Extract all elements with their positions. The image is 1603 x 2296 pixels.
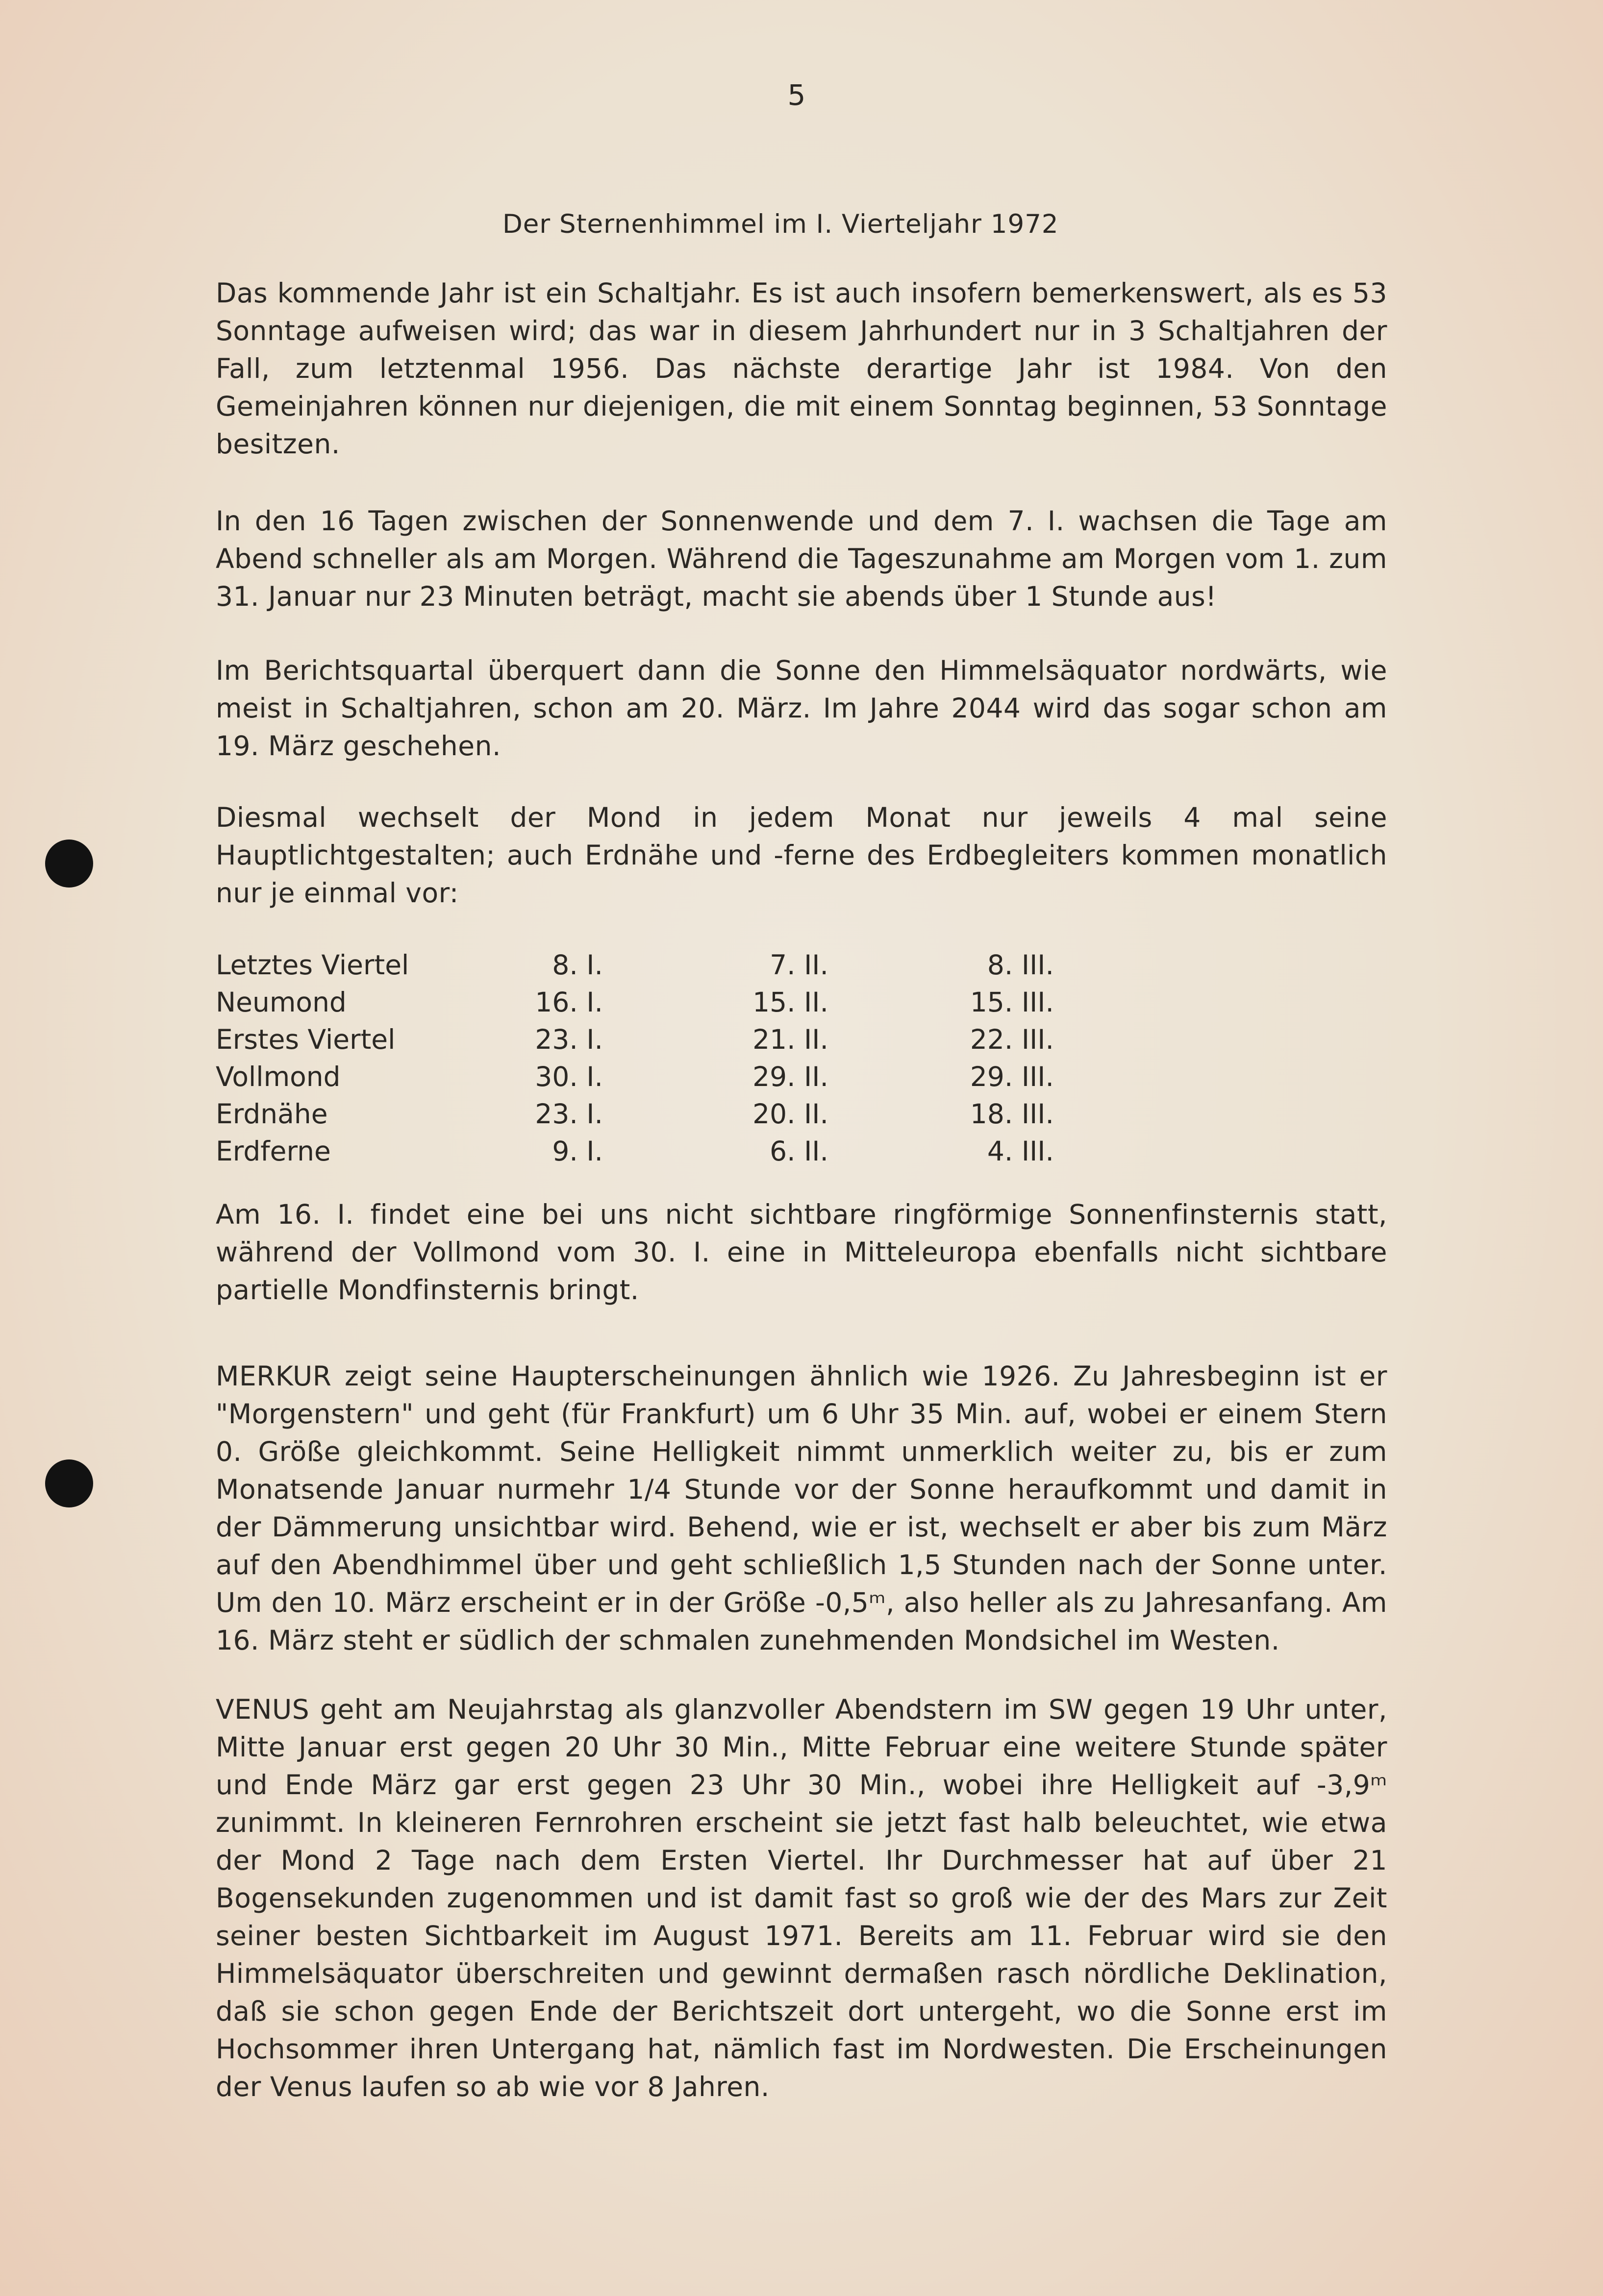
table-row [216, 984, 1054, 1021]
moon-phases-table [216, 946, 1054, 1170]
date-cell: 22. III. [970, 1024, 1054, 1055]
date-cell: 29. III. [970, 1061, 1054, 1092]
phase-label: Letztes Viertel [216, 949, 409, 981]
date-cell: 4. III. [987, 1136, 1054, 1167]
date-cell: 7. II. [770, 949, 828, 981]
paragraph-mercury: MERKUR zeigt seine Haupterscheinungen ähnlich wie 1926. Zu Jahresbeginn ist er "Morgenstern" und geht (für Frankfurt) um 6 Uhr 35 Min. auf, wobei er einem Stern 0. Größe gleichkommt. Seine Helligkeit nimmt unmerklich weiter zu, bis er zum Monatsende Januar nurmehr 1/4 Stunde vor der Sonne heraufkommt und damit in der Dämmerung unsichtbar wird. Behend, wie er ist, wechselt er aber bis zum März auf den Abendhimmel über und geht schließlich 1,5 Stunden nach der Sonne unter. Um den 10. März erscheint er in der Größe -0,5ᵐ, also heller als zu Jahresanfang. Am 16. März steht er südlich der schmalen zunehmenden Mondsichel im Westen. [216, 1360, 1387, 1656]
page-title: Der Sternenhimmel im I. Vierteljahr 1972 [502, 209, 1059, 239]
phase-label: Erstes Viertel [216, 1024, 396, 1055]
date-cell: 21. II. [752, 1024, 828, 1055]
paragraph-venus: VENUS geht am Neujahrstag als glanzvoller Abendstern im SW gegen 19 Uhr unter, Mitte Januar erst gegen 20 Uhr 30 Min., Mitte Februar eine weitere Stunde später und Ende März gar erst gegen 23 Uhr 30 Min., wobei ihre Helligkeit auf -3,9ᵐ zunimmt. In kleineren Fernrohren erscheint sie jetzt fast halb beleuchtet, wie etwa der Mond 2 Tage nach dem Ersten Viertel. Ihr Durchmesser hat auf über 21 Bogensekunden zugenommen und ist damit fast so groß wie der des Mars zur Zeit seiner besten Sichtbarkeit im August 1971. Bereits am 11. Februar wird sie den Himmelsäquator überschreiten und gewinnt dermaßen rasch nördliche Deklination, daß sie schon gegen Ende der Berichtszeit dort untergeht, wo die Sonne erst im Hochsommer ihren Untergang hat, nämlich fast im Nordwesten. Die Erscheinungen der Venus laufen so ab wie vor 8 Jahren. [216, 1694, 1387, 2102]
date-cell: 6. II. [770, 1136, 828, 1167]
phase-label: Erdnähe [216, 1098, 328, 1130]
date-cell: 15. II. [752, 987, 828, 1018]
phase-label: Vollmond [216, 1061, 341, 1092]
phase-label: Erdferne [216, 1136, 331, 1167]
date-cell: 23. I. [535, 1098, 603, 1130]
date-cell: 20. II. [752, 1098, 828, 1130]
punch-hole [45, 839, 93, 888]
page-number: 5 [787, 78, 806, 112]
date-cell: 29. II. [752, 1061, 828, 1092]
table-row [216, 1021, 1054, 1058]
paragraph-leap-year: Das kommende Jahr ist ein Schaltjahr. Es ist auch insofern bemerkenswert, als es 53 Sonntage aufweisen wird; das war in diesem Jahrhundert nur in 3 Schaltjahren der Fall, zum letztenmal 1956. Das nächste derartige Jahr ist 1984. Von den Gemeinjahren können nur diejenigen, die mit einem Sonntag beginnen, 53 Sonntage besitzen. [216, 277, 1387, 460]
date-cell: 16. I. [535, 987, 603, 1018]
date-cell: 30. I. [535, 1061, 603, 1092]
table-row [216, 946, 1054, 984]
table-row [216, 1133, 1054, 1170]
date-cell: 9. I. [552, 1136, 603, 1167]
paragraph-moon-phases-intro: Diesmal wechselt der Mond in jedem Monat nur jeweils 4 mal seine Hauptlichtgestalten; auch Erdnähe und -ferne des Erdbegleiters kommen monatlich nur je einmal vor: [216, 802, 1387, 909]
paragraph-eclipses: Am 16. I. findet eine bei uns nicht sichtbare ringförmige Sonnenfinsternis statt, während der Vollmond vom 30. I. eine in Mitteleuropa ebenfalls nicht sichtbare partielle Mondfinsternis bringt. [216, 1199, 1387, 1306]
date-cell: 8. I. [552, 949, 603, 981]
paragraph-equinox: Im Berichtsquartal überquert dann die Sonne den Himmelsäquator nordwärts, wie meist in Schaltjahren, schon am 20. März. Im Jahre 2044 wird das sogar schon am 19. März geschehen. [216, 655, 1387, 762]
paragraph-day-length: In den 16 Tagen zwischen der Sonnenwende und dem 7. I. wachsen die Tage am Abend schneller als am Morgen. Während die Tageszunahme am Morgen vom 1. zum 31. Januar nur 23 Minuten beträgt, macht sie abends über 1 Stunde aus! [216, 505, 1387, 612]
date-cell: 23. I. [535, 1024, 603, 1055]
table-row [216, 1095, 1054, 1133]
punch-hole [45, 1459, 93, 1507]
table-row [216, 1058, 1054, 1095]
date-cell: 18. III. [970, 1098, 1054, 1130]
date-cell: 15. III. [970, 987, 1054, 1018]
date-cell: 8. III. [987, 949, 1054, 981]
phase-label: Neumond [216, 987, 347, 1018]
